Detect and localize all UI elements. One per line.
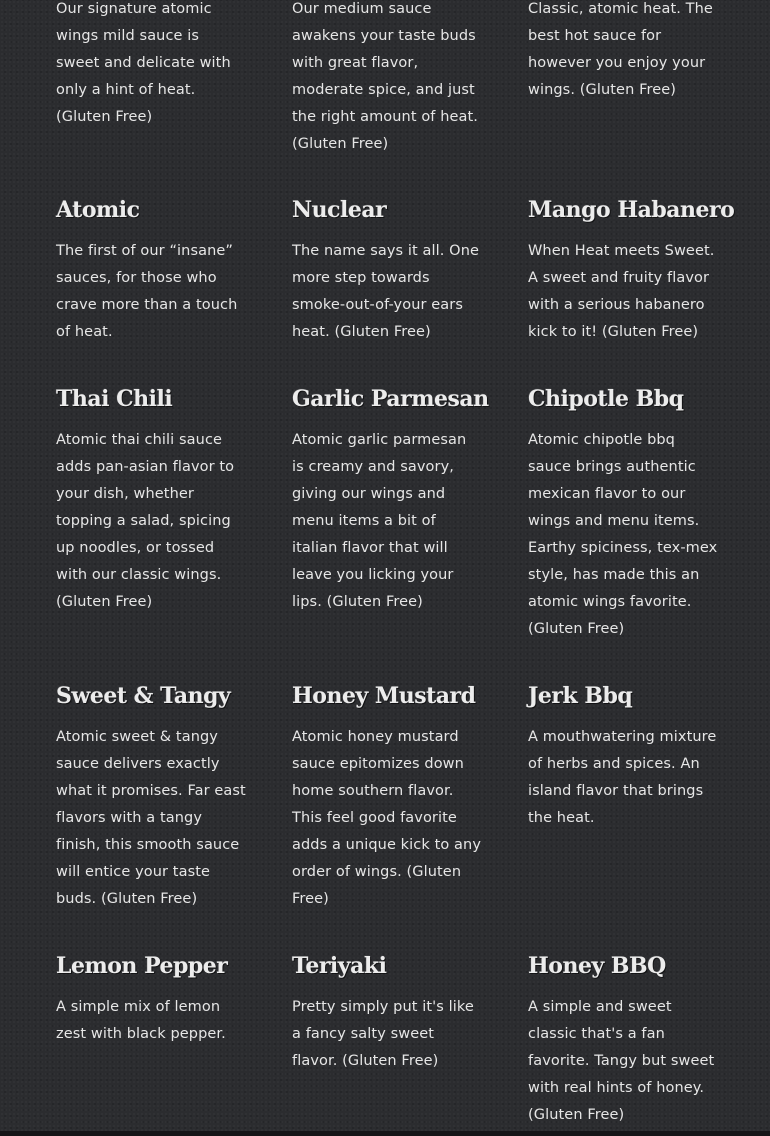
sauce-item-hot (528, 0, 718, 158)
sauce-item-mild (56, 0, 246, 158)
sauce-description: Atomic garlic parmesan is creamy and savory, giving our wings and menu items a bit of italian flavor that will leave you licking your lips. (Gluten Free) (292, 432, 467, 610)
sauce-description: The name says it all. One more step towards smoke-out-of-your ears heat. (Gluten Free) (292, 243, 479, 340)
footer-divider (0, 1131, 770, 1136)
sauce-name: Mango Habanero (528, 197, 735, 223)
sauce-name: Garlic Parmesan (292, 386, 489, 412)
sauce-item-jerk-bbq (528, 682, 718, 913)
sauce-name: Jerk Bbq (528, 683, 633, 709)
sauce-description: Atomic sweet & tangy sauce delivers exactly what it promises. Far east flavors with a tangy finish, this smooth sauce will entice your taste buds. (Gluten Free) (56, 729, 246, 907)
sauce-name: Honey BBQ (528, 953, 666, 979)
sauce-name: Nuclear (292, 197, 387, 223)
sauce-item-atomic (56, 196, 246, 346)
sauce-row (56, 0, 718, 158)
sauce-item-medium (292, 0, 482, 158)
sauce-description: Pretty simply put it's like a fancy salty sweet flavor. (Gluten Free) (292, 999, 474, 1069)
sauce-item-lemon-pepper (56, 952, 246, 1129)
sauce-description: Our medium sauce awakens your taste buds with great flavor, moderate spice, and just the right amount of heat. (Gluten Free) (292, 1, 479, 152)
sauce-item-nuclear (292, 196, 482, 346)
sauce-description: Our signature atomic wings mild sauce is sweet and delicate with only a hint of heat. (Gluten Free) (56, 1, 231, 125)
sauce-name: Atomic (56, 197, 140, 223)
sauce-description: Atomic chipotle bbq sauce brings authentic mexican flavor to our wings and menu items. Earthy spiciness, tex-mex style, has made this an atomic wings favorite. (Gluten Free) (528, 432, 718, 637)
sauce-description: A mouthwatering mixture of herbs and spices. An island flavor that brings the heat. (528, 729, 717, 826)
sauce-row (56, 682, 718, 913)
sauce-item-thai-chili (56, 385, 246, 643)
sauce-item-mango-habanero (528, 196, 735, 346)
sauce-description: Atomic thai chili sauce adds pan-asian flavor to your dish, whether topping a salad, spicing up noodles, or tossed with our classic wings. (Gluten Free) (56, 432, 235, 610)
sauce-item-teriyaki (292, 952, 482, 1129)
sauce-description: A simple mix of lemon zest with black pepper. (56, 999, 226, 1042)
sauce-item-garlic-parmesan (292, 385, 489, 643)
sauce-name: Lemon Pepper (56, 953, 228, 979)
sauce-description: A simple and sweet classic that's a fan favorite. Tangy but sweet with real hints of honey. (Gluten Free) (528, 999, 715, 1123)
sauce-name: Teriyaki (292, 953, 387, 979)
sauce-description: Classic, atomic heat. The best hot sauce for however you enjoy your wings. (Gluten Free) (528, 1, 713, 98)
sauce-item-honey-mustard (292, 682, 482, 913)
sauce-description: The first of our “insane” sauces, for those who crave more than a touch of heat. (56, 243, 238, 340)
sauce-name: Chipotle Bbq (528, 386, 684, 412)
sauce-description: When Heat meets Sweet. A sweet and fruity flavor with a serious habanero kick to it! (Gluten Free) (528, 243, 715, 340)
sauce-row (56, 196, 735, 346)
sauce-item-sweet-tangy (56, 682, 246, 913)
sauce-name: Thai Chili (56, 386, 173, 412)
sauce-row (56, 952, 718, 1129)
sauce-description: Atomic honey mustard sauce epitomizes down home southern flavor. This feel good favorite adds a unique kick to any order of wings. (Gluten Free) (292, 729, 482, 907)
sauce-name: Sweet & Tangy (56, 683, 231, 709)
sauce-item-chipotle-bbq (528, 385, 718, 643)
sauce-name: Honey Mustard (292, 683, 476, 709)
sauce-row (56, 385, 718, 643)
sauce-item-honey-bbq (528, 952, 718, 1129)
